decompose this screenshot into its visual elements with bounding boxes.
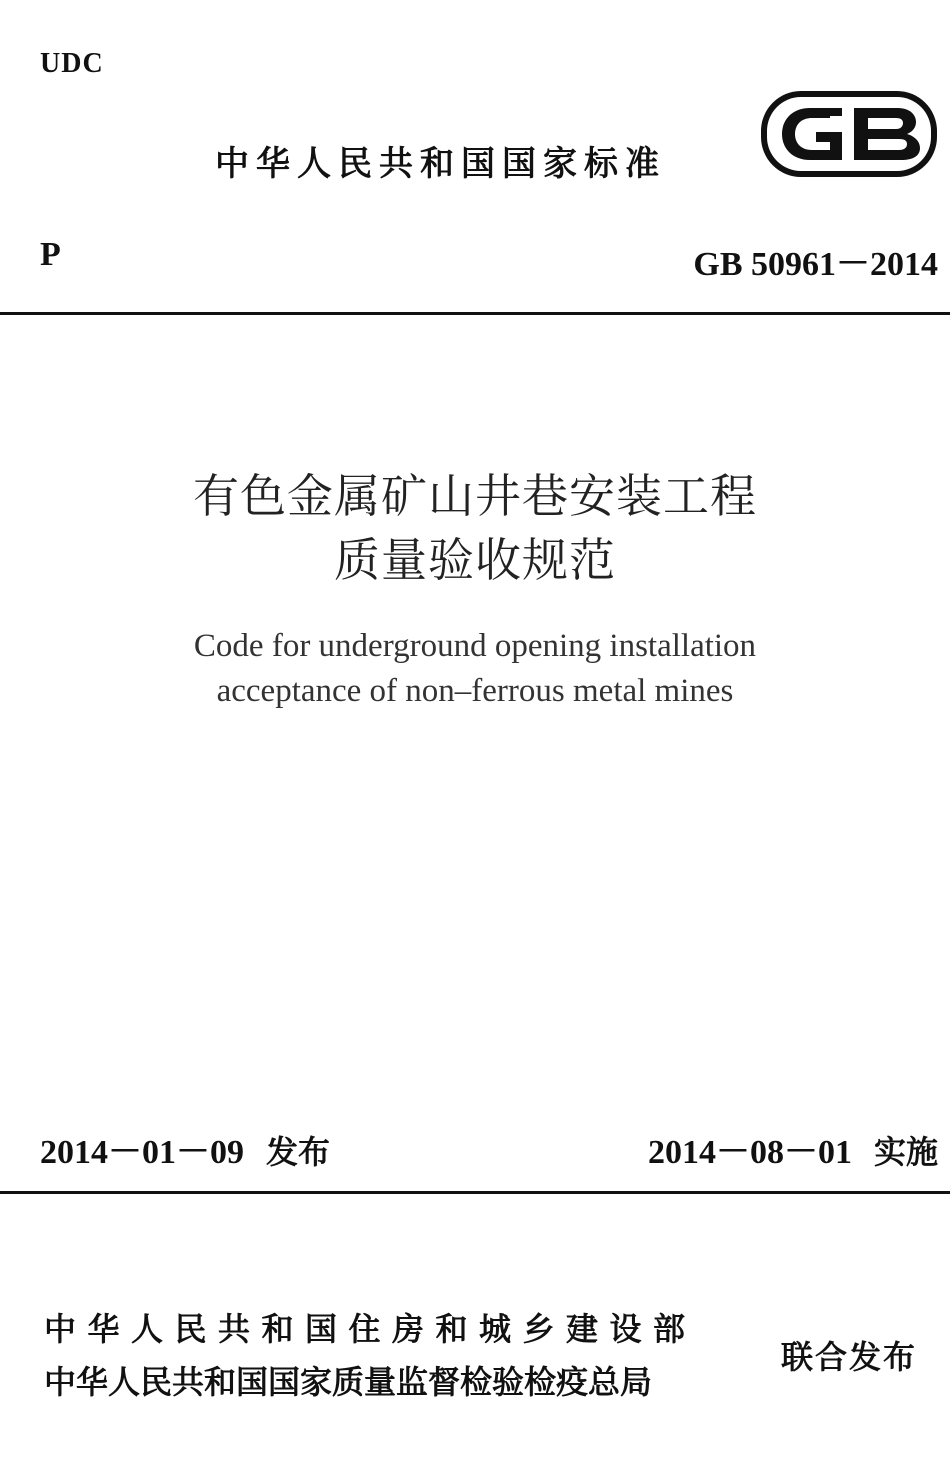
footer-divider (0, 1191, 950, 1194)
standard-type-title: 中华人民共和国国家标准 (215, 144, 666, 184)
issue-date-block (40, 1124, 330, 1173)
joint-publish-label: 联合发布 (781, 1338, 918, 1376)
udc-label: UDC (40, 48, 104, 79)
publisher-line1: 中华人民共和国住房和城乡建设部 (44, 1310, 697, 1348)
header-divider (0, 312, 950, 315)
title-en-line2: acceptance of non–ferrous metal mines (216, 673, 734, 709)
category-code: P (40, 236, 61, 273)
publisher-line2: 中华人民共和国国家质量监督检验检疫总局 (44, 1363, 653, 1401)
implement-date-block (648, 1124, 938, 1173)
gb-logo (758, 88, 940, 180)
implement-label: 实施 (873, 1133, 938, 1171)
standard-number: GB 50961－2014 (693, 246, 938, 283)
implement-date: 2014－08－01 (647, 1134, 852, 1171)
title-zh-line1: 有色金属矿山井巷安装工程 (193, 469, 757, 523)
issue-label: 发布 (266, 1133, 331, 1171)
title-en-line1: Code for underground opening installation (193, 628, 757, 664)
issue-date: 2014－01－09 (40, 1134, 244, 1171)
title-zh-line2: 质量验收规范 (334, 533, 616, 587)
